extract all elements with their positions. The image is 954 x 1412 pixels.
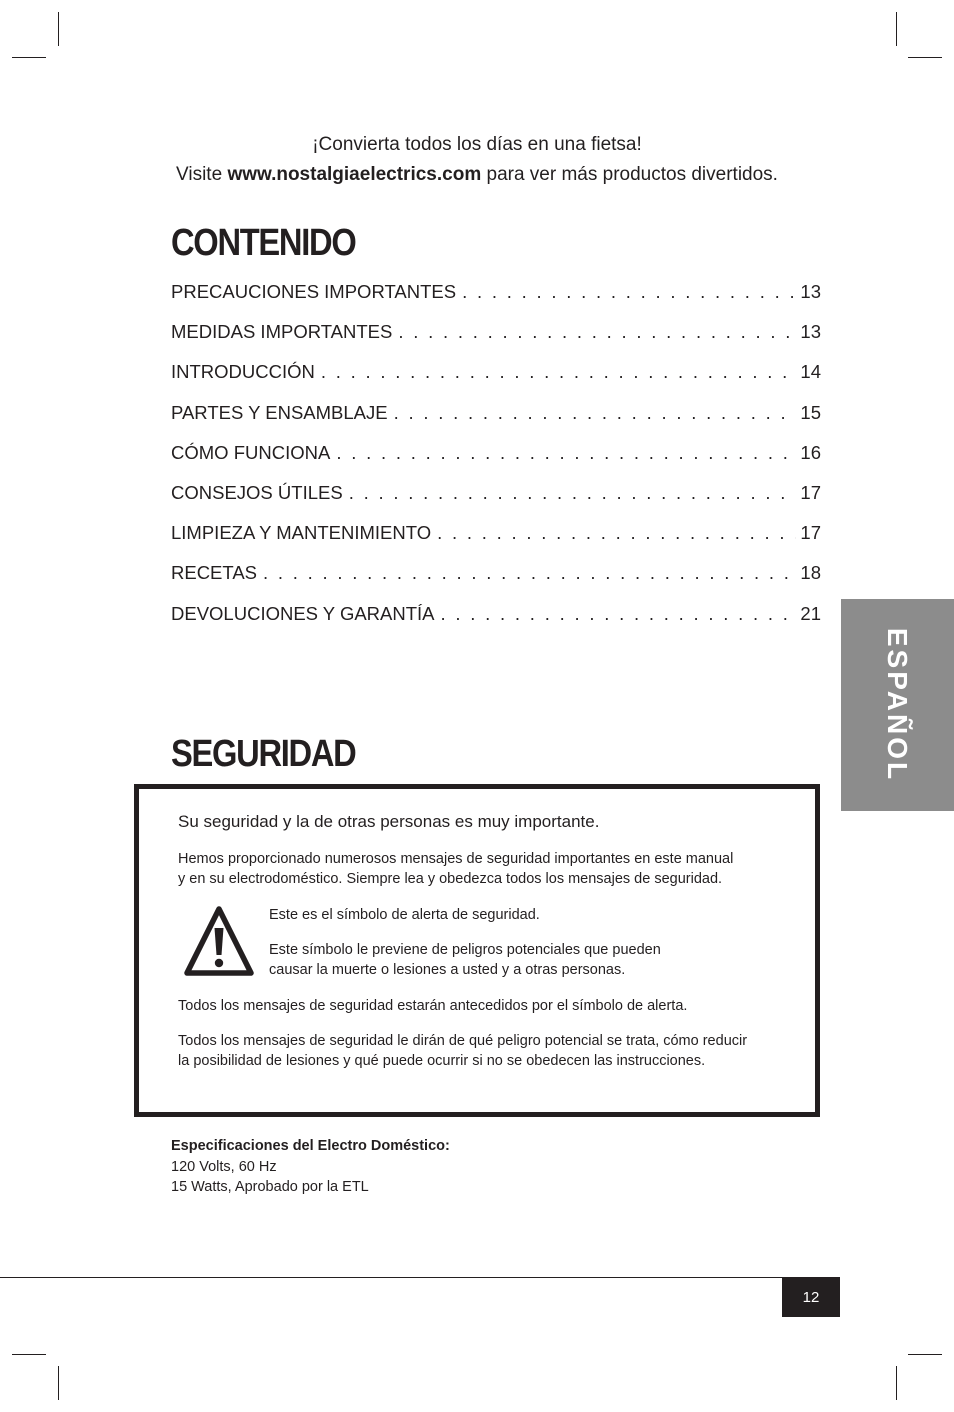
crop-mark	[58, 1366, 59, 1400]
warning-triangle-icon	[183, 904, 255, 978]
leader-dots	[263, 559, 796, 587]
toc-entry[interactable]: RECETAS . . . 18	[171, 559, 821, 599]
toc-entry[interactable]: CONSEJOS ÚTILES . . . 17	[171, 479, 821, 519]
intro-line-1: ¡Convierta todos los días en una fietsa!	[312, 134, 642, 155]
crop-mark	[908, 1354, 942, 1355]
page-number: 12	[782, 1278, 840, 1317]
leader-dots	[398, 318, 796, 346]
leader-dots	[462, 278, 796, 306]
crop-mark	[58, 12, 59, 46]
safety-lead: Su seguridad y la de otras personas es muy importante.	[178, 812, 600, 831]
crop-mark	[908, 57, 942, 58]
toc-entry[interactable]: CÓMO FUNCIONA . . . 16	[171, 439, 821, 479]
safety-box	[134, 784, 820, 1117]
alert-line-1: Este es el símbolo de alerta de seguridad.	[269, 907, 540, 923]
toc-entry[interactable]: LIMPIEZA Y MANTENIMIENTO . . . 17	[171, 519, 821, 559]
toc-entry[interactable]: PRECAUCIONES IMPORTANTES . . . 13	[171, 278, 821, 318]
crop-mark	[12, 1354, 46, 1355]
leader-dots	[441, 600, 797, 628]
language-tab[interactable]	[841, 599, 954, 811]
intro-text	[0, 130, 954, 190]
crop-mark	[896, 1366, 897, 1400]
crop-mark	[896, 12, 897, 46]
appliance-specs	[171, 1136, 450, 1198]
safety-paragraph-1: Hemos proporcionado numerosos mensajes de seguridad importantes en este manual y en su electrodoméstico. Siempre lea y obedezca todos los mensajes de seguridad.	[178, 851, 734, 887]
leader-dots	[437, 519, 796, 547]
leader-dots	[349, 479, 797, 507]
toc-entry[interactable]: INTRODUCCIÓN . . . 14	[171, 358, 821, 398]
website-link[interactable]: www.nostalgiaelectrics.com	[227, 164, 482, 185]
contents-title: CONTENIDO	[171, 222, 356, 264]
language-tab-label: ESPAÑOL	[882, 627, 914, 783]
safety-title: SEGURIDAD	[171, 733, 356, 775]
specs-line-2: 15 Watts, Aprobado por la ETL	[171, 1179, 369, 1195]
intro-line-2: Visite www.nostalgiaelectrics.com para ver más productos divertidos.	[176, 164, 778, 185]
crop-mark	[12, 57, 46, 58]
table-of-contents	[171, 278, 821, 640]
leader-dots	[336, 439, 796, 467]
safety-paragraph-3: Todos los mensajes de seguridad estarán antecedidos por el símbolo de alerta.	[178, 998, 688, 1014]
toc-entry[interactable]: MEDIDAS IMPORTANTES . . . 13	[171, 318, 821, 358]
safety-paragraph-4: Todos los mensajes de seguridad le dirán de qué peligro potencial se trata, cómo reducir la posibilidad de lesiones y qué puede ocurrir si no se obedecen las instrucciones.	[178, 1033, 748, 1069]
footer-rule	[0, 1277, 840, 1278]
specs-line-1: 120 Volts, 60 Hz	[171, 1158, 277, 1175]
leader-dots	[394, 399, 797, 427]
leader-dots	[321, 358, 797, 386]
toc-entry[interactable]: DEVOLUCIONES Y GARANTÍA . . . 21	[171, 600, 821, 640]
specs-heading: Especificaciones del Electro Doméstico:	[171, 1138, 450, 1154]
alert-line-2: Este símbolo le previene de peligros potenciales que pueden causar la muerte o lesiones a usted y a otras personas.	[269, 942, 661, 978]
toc-entry[interactable]: PARTES Y ENSAMBLAJE . . . 15	[171, 399, 821, 439]
